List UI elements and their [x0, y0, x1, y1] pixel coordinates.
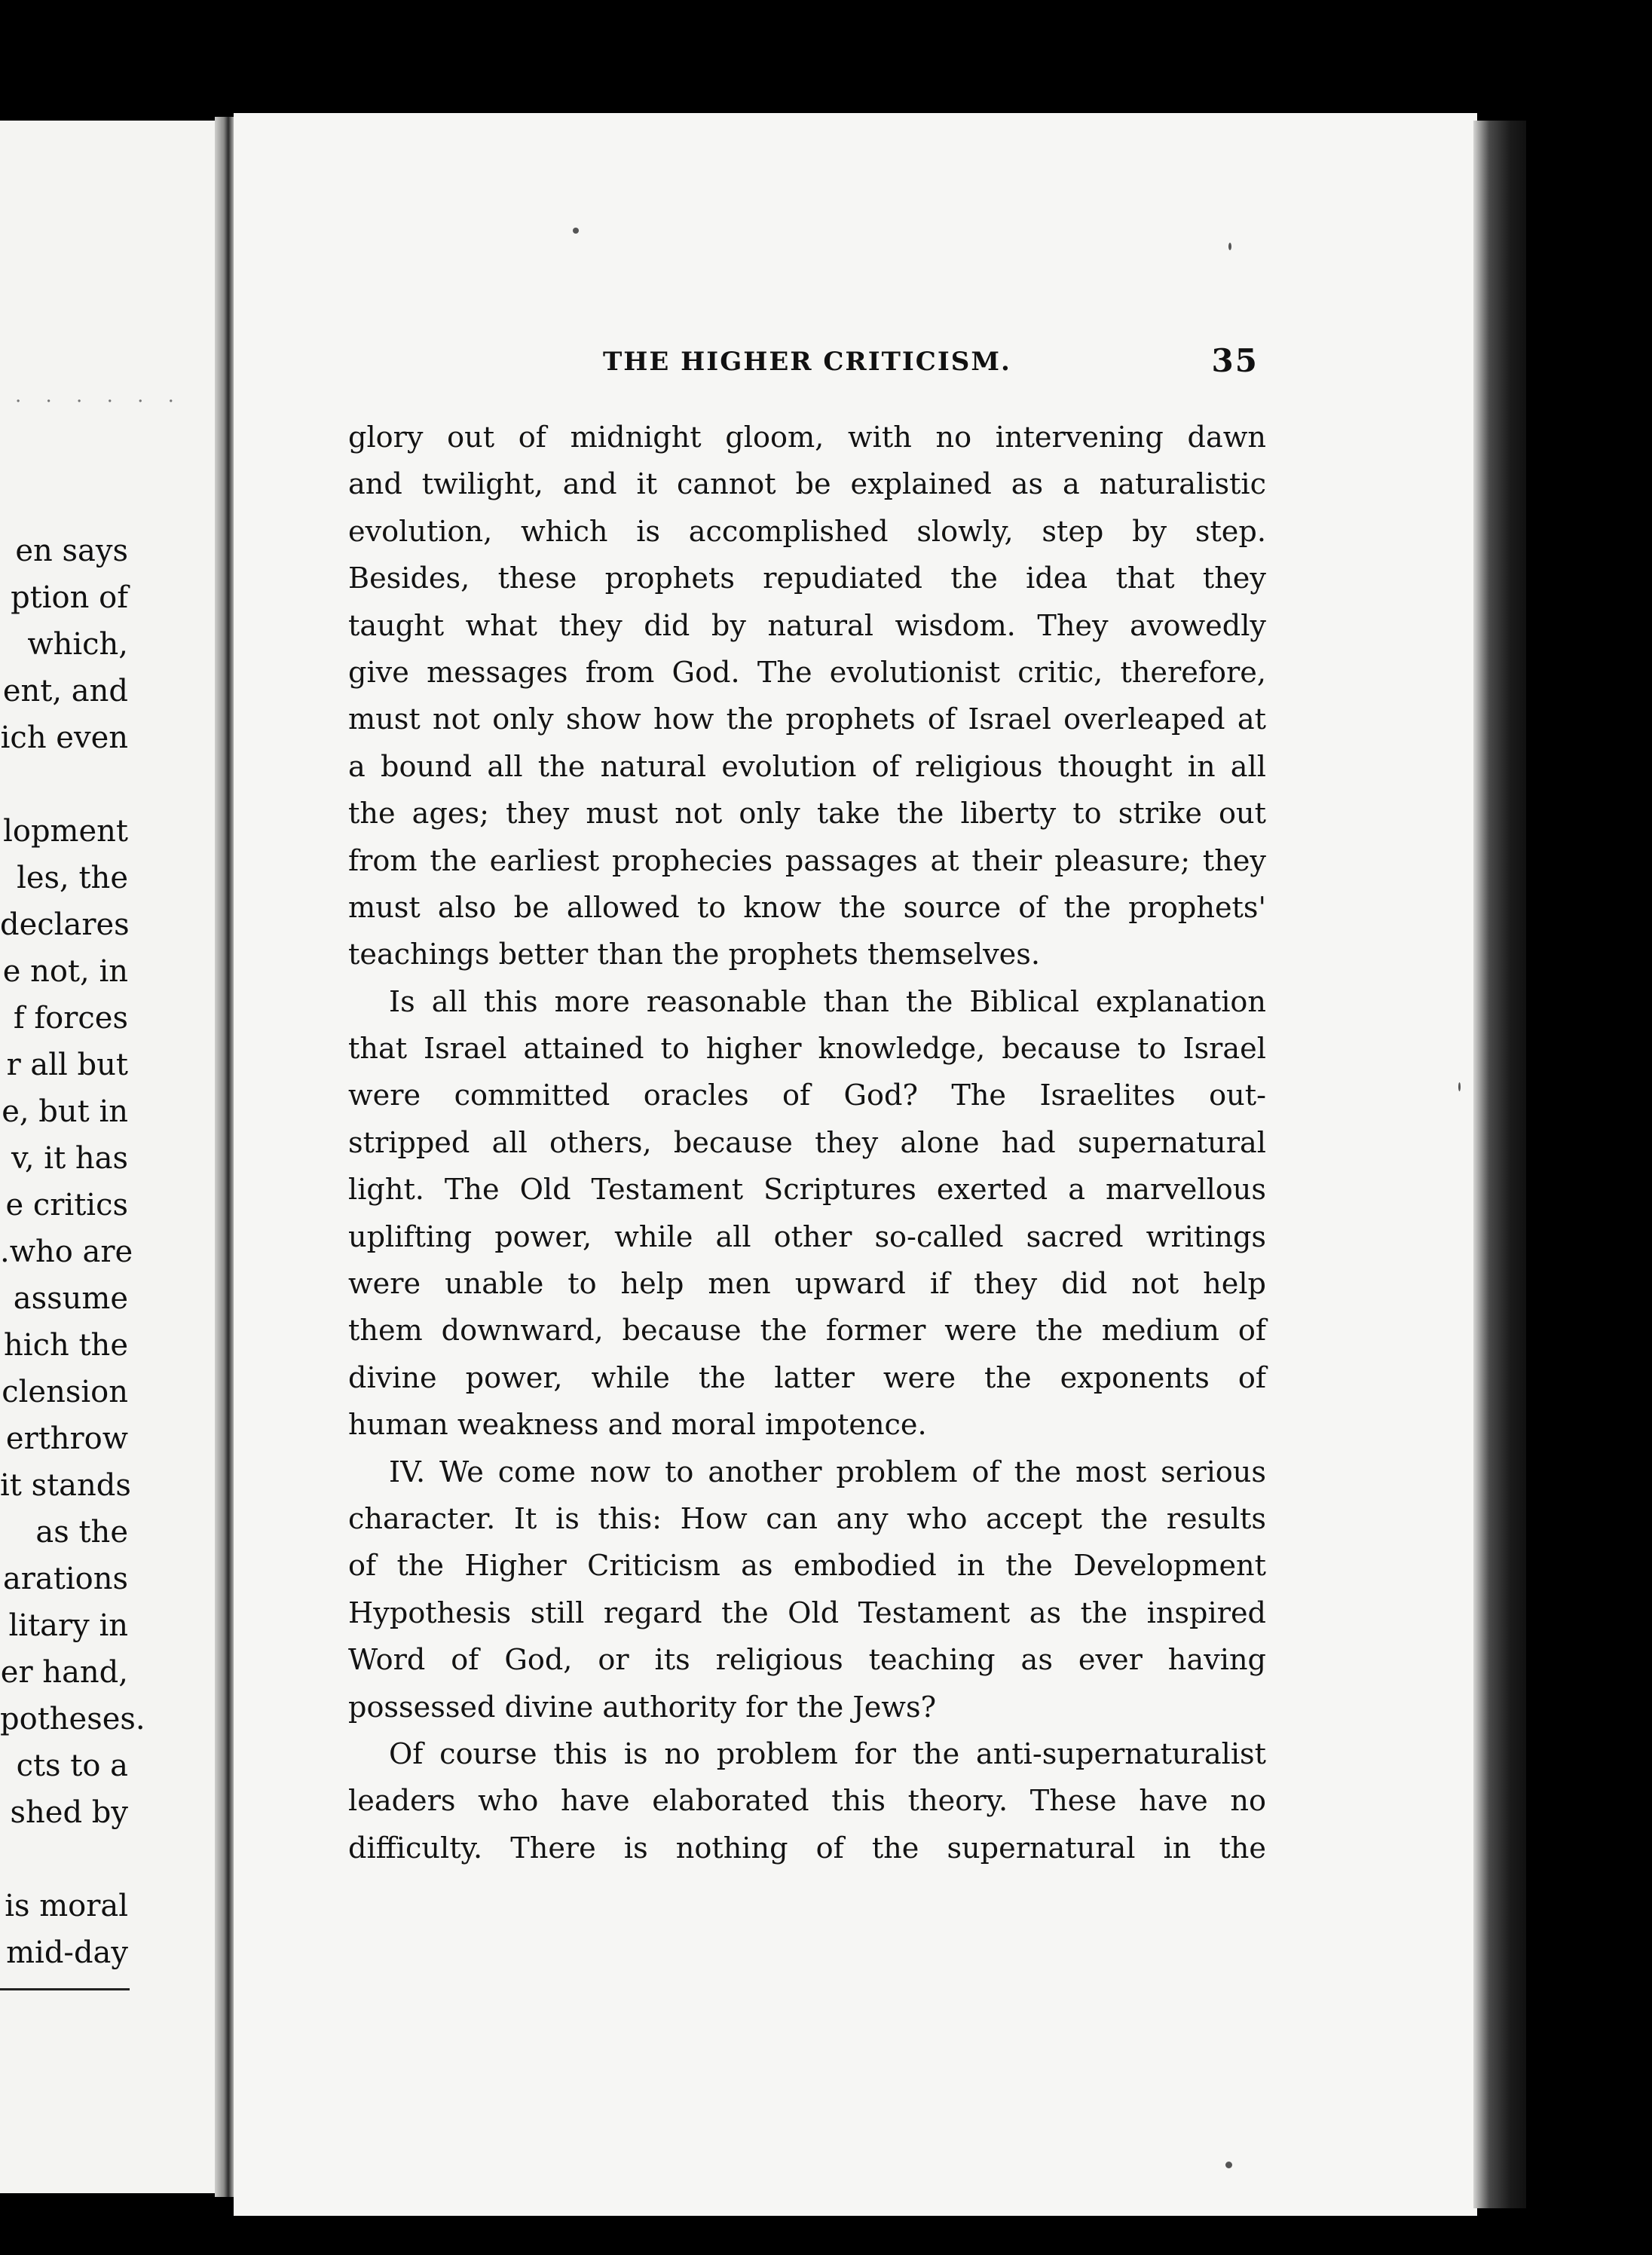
- paragraph-first-line: Is all this more reasonable than the Biblical explanation: [389, 985, 1266, 1019]
- left-line: e, but in: [2, 1094, 128, 1129]
- left-line: arations: [2, 1562, 128, 1596]
- left-line: cts to a: [16, 1749, 128, 1783]
- page-edge-shadow: [1473, 121, 1526, 2208]
- text-line: must not only show how the prophets of Israel overleaped at: [348, 703, 1266, 737]
- left-line: les, the: [17, 861, 128, 895]
- left-line: hich the: [4, 1328, 128, 1363]
- left-line: declares: [0, 907, 130, 942]
- text-line: taught what they did by natural wisdom. They avowedly: [348, 609, 1266, 643]
- left-line: assume: [13, 1281, 128, 1316]
- text-line: and twilight, and it cannot be explained as a naturalistic: [348, 468, 1266, 502]
- left-line: ption of: [11, 580, 128, 615]
- left-line: e critics: [5, 1188, 128, 1222]
- text-line: teachings better than the prophets themselves.: [348, 938, 1041, 972]
- left-line: .who are: [0, 1235, 133, 1269]
- left-paragraph-gap: [0, 761, 128, 808]
- left-line: e not, in: [2, 954, 128, 989]
- left-line: as the: [35, 1515, 128, 1550]
- text-line: light. The Old Testament Scriptures exerted a marvellous: [348, 1173, 1266, 1207]
- footnote-rule: [0, 1988, 130, 1990]
- text-line: the ages; they must not only take the liberty to strike out: [348, 797, 1266, 831]
- text-line: that Israel attained to higher knowledge, because to Israel: [348, 1033, 1266, 1066]
- ink-speck: [1458, 1082, 1461, 1091]
- text-line: were unable to help men upward if they did not help: [348, 1268, 1266, 1302]
- left-line: lopment: [3, 814, 128, 849]
- text-line: human weakness and moral impotence.: [348, 1409, 927, 1443]
- left-paragraph-gap: [0, 1836, 128, 1883]
- left-line: which,: [27, 627, 128, 662]
- text-line: must also be allowed to know the source of the prophets': [348, 891, 1266, 925]
- text-line: difficulty. There is nothing of the supernatural in the: [348, 1831, 1266, 1865]
- left-line: er hand,: [0, 1655, 128, 1690]
- left-line: ich even: [0, 721, 128, 755]
- text-line: evolution, which is accomplished slowly, step by step.: [348, 515, 1266, 549]
- left-line: r all but: [6, 1048, 128, 1082]
- text-line: divine power, while the latter were the exponents of: [348, 1361, 1266, 1395]
- page-number: 35: [1211, 342, 1259, 379]
- left-line: f forces: [13, 1001, 128, 1036]
- left-line: erthrow: [5, 1421, 128, 1456]
- running-title: THE HIGHER CRITICISM.: [603, 347, 1011, 377]
- left-line: is moral: [5, 1889, 128, 1923]
- text-line: leaders who have elaborated this theory. These have no: [348, 1785, 1266, 1819]
- text-line: Besides, these prophets repudiated the idea that they: [348, 562, 1266, 596]
- left-page-fragment: [0, 121, 226, 2193]
- ink-speck: [573, 228, 579, 234]
- left-line: litary in: [8, 1608, 128, 1643]
- body-text: [348, 415, 1266, 1872]
- text-line: from the earliest prophecies passages at their pleasure; they: [348, 844, 1266, 878]
- text-line: possessed divine authority for the Jews?: [348, 1690, 937, 1724]
- text-line: a bound all the natural evolution of religious thought in all: [348, 750, 1266, 784]
- text-line: stripped all others, because they alone had supernatural: [348, 1126, 1266, 1160]
- paragraph-first-line: Of course this is no problem for the anti-supernaturalist: [389, 1737, 1266, 1771]
- left-line: en says: [15, 534, 128, 568]
- text-line: character. It is this: How can any who accept the results: [348, 1502, 1266, 1536]
- left-line: mid-day: [6, 1935, 128, 1970]
- stray-marks: . . . . . .: [15, 384, 183, 407]
- text-line: of the Higher Criticism as embodied in the Development: [348, 1550, 1266, 1583]
- left-line: ent, and: [2, 674, 128, 708]
- ink-speck: [1225, 2162, 1232, 2168]
- text-line: glory out of midnight gloom, with no intervening dawn: [348, 421, 1266, 454]
- text-line: give messages from God. The evolutionist critic, therefore,: [348, 656, 1266, 690]
- left-line: v, it has: [11, 1141, 128, 1176]
- text-line: them downward, because the former were the medium of: [348, 1314, 1266, 1348]
- left-page-text: [0, 528, 145, 1976]
- text-line: were committed oracles of God? The Israelites out-: [348, 1079, 1266, 1113]
- left-line: potheses.: [0, 1702, 145, 1736]
- paragraph-first-line: IV. We come now to another problem of the most serious: [389, 1455, 1266, 1489]
- text-line: Word of God, or its religious teaching as ever having: [348, 1644, 1266, 1678]
- text-line: Hypothesis still regard the Old Testament as the inspired: [348, 1596, 1266, 1630]
- left-line: it stands: [0, 1468, 131, 1503]
- text-line: uplifting power, while all other so-called sacred writings: [348, 1220, 1266, 1254]
- left-line: shed by: [10, 1795, 128, 1830]
- ink-speck: [1228, 243, 1231, 250]
- left-line: clension: [2, 1375, 128, 1409]
